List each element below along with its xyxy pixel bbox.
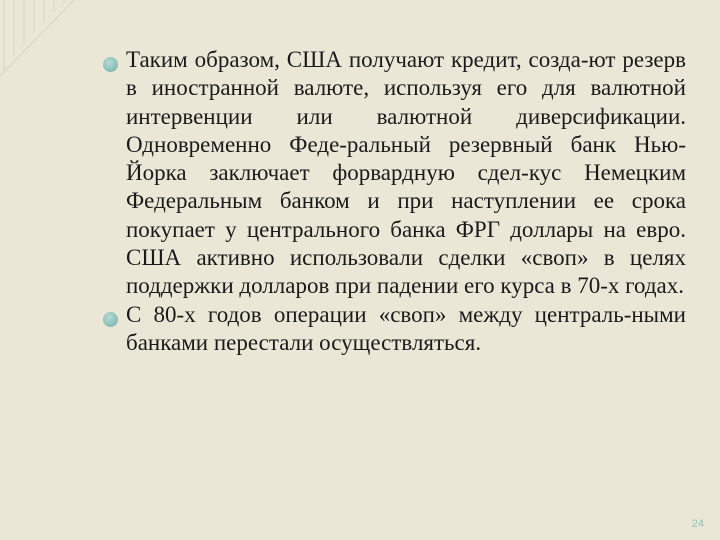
bullet-list — [100, 46, 686, 357]
page-number: 24 — [691, 518, 704, 530]
corner-decoration — [0, 0, 90, 80]
bullet-icon — [103, 57, 118, 72]
bullet-text-1: Таким образом, США получают кредит, созда-ют резерв в иностранной валюте, используя его для валютной интервенции или валютной диверсификации. Одновременно Феде-ральный резервный банк Нью-Йорка заключает форвардную сдел-кус Немецким Федеральным банком и при наступлении ее срока покупает у центрального банка ФРГ доллары на евро. США активно использовали сделки «своп» в целях поддержки долларов при падении его курса в 70-х годах. — [126, 47, 686, 299]
bullet-text-2: С 80-х годов операции «своп» между централь-ными банками перестали осуществляться. — [126, 301, 686, 355]
bullet-item-2 — [100, 301, 686, 358]
bullet-icon — [103, 312, 118, 327]
bullet-item-1 — [100, 46, 686, 301]
